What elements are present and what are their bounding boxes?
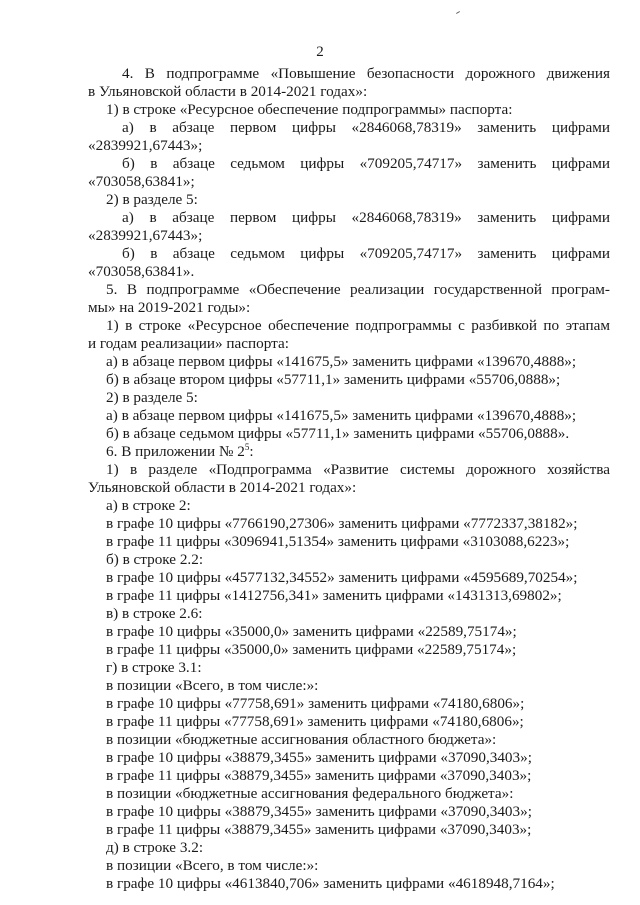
word: в (150, 155, 158, 172)
text-line (106, 497, 191, 515)
text-line (106, 839, 203, 857)
word: строке (138, 317, 182, 334)
text-line (106, 515, 578, 533)
word: 1) (106, 461, 119, 478)
text-line (106, 785, 513, 803)
word: цифры (292, 119, 336, 136)
line-text: в графе 11 цифры «38879,3455» заменить цифрами «37090,3403»; (106, 821, 532, 838)
line-text: 2) в разделе 5: (106, 191, 198, 208)
line-text: мы» на 2019-2021 годы»: (88, 299, 251, 316)
text-line (106, 605, 203, 623)
text-line (106, 587, 562, 605)
word: безопасности (366, 65, 455, 82)
text-line (106, 875, 555, 893)
text-line (106, 821, 531, 839)
line-text: в позиции «Всего, в том числе:»: (106, 857, 319, 874)
word: «Обеспечение (248, 281, 341, 298)
line-tail: : (249, 443, 254, 460)
text-line (106, 407, 576, 425)
word: подпрограмме (166, 65, 260, 82)
page-number: 2 (316, 44, 324, 60)
line-text: б) в абзаце втором цифры «57711,1» заменить цифрами «55706,0888»; (106, 371, 561, 388)
line-text: в графе 10 цифры «4613840,706» заменить цифрами «4618948,7164»; (106, 875, 555, 892)
word: в (125, 317, 133, 334)
superscript: 5 (244, 441, 250, 452)
line-text: в графе 11 цифры «35000,0» заменить цифрами «22589,75174»; (106, 641, 517, 658)
word: «Повышение (270, 65, 356, 82)
text-line (122, 209, 610, 227)
line-text: «2839921,67443»; (88, 137, 203, 154)
word: обеспечение (268, 317, 349, 334)
text-line (106, 281, 610, 299)
text-line (88, 137, 202, 155)
word: по (543, 317, 560, 334)
word: седьмом (230, 245, 285, 262)
word: цифры (292, 209, 336, 226)
word: первом (229, 209, 277, 226)
word: 1) (106, 317, 119, 334)
word: первом (229, 119, 277, 136)
text-line (88, 299, 250, 317)
text-line (106, 533, 569, 551)
text-line (88, 479, 356, 497)
word: разделе (148, 461, 198, 478)
text-line (88, 173, 195, 191)
text-line (88, 227, 202, 245)
text-line (106, 749, 532, 767)
text-line (106, 317, 610, 335)
word: в (149, 119, 157, 136)
word: «Подпрограмма (208, 461, 312, 478)
word: а) (122, 119, 134, 136)
word: седьмом (230, 155, 285, 172)
text-line (106, 443, 254, 461)
word: б) (122, 245, 135, 262)
word: абзаце (172, 155, 215, 172)
text-line (122, 119, 610, 137)
word: цифрами (551, 119, 610, 136)
word: б) (122, 155, 135, 172)
text-line (106, 371, 560, 389)
line-text: а) в абзаце первом цифры «141675,5» заменить цифрами «139670,4888»; (106, 407, 577, 424)
word: подпрограммы (355, 317, 452, 334)
text-line (106, 641, 516, 659)
word: дорожного (465, 65, 536, 82)
line-text: в позиции «Всего, в том числе:»: (106, 677, 319, 694)
line-text: «703058,63841»; (88, 173, 195, 190)
text-line (122, 245, 610, 263)
word: абзаце (172, 209, 215, 226)
text-line (106, 551, 203, 569)
text-line (106, 695, 524, 713)
text-line (106, 623, 517, 641)
word: 5. (106, 281, 118, 298)
word: програм- (551, 281, 610, 298)
line-text: в графе 10 цифры «38879,3455» заменить цифрами «37090,3403»; (106, 803, 532, 820)
line-text: в) в строке 2.6: (106, 605, 203, 622)
text-line (122, 65, 610, 83)
word: реализации (350, 281, 425, 298)
word: цифрами (551, 209, 610, 226)
line-text: в графе 10 цифры «4577132,34552» заменить цифрами «4595689,70254»; (106, 569, 578, 586)
line-text: Ульяновской области в 2014-2021 годах»: (88, 479, 357, 496)
word: цифрами (551, 245, 610, 262)
line-text: «703058,63841». (88, 263, 195, 280)
word: заменить (477, 155, 537, 172)
word: В (144, 65, 155, 82)
word: цифрами (551, 155, 610, 172)
text-line (88, 335, 289, 353)
line-text: г) в строке 3.1: (106, 659, 202, 676)
word: системы (399, 461, 455, 478)
line-text: 2) в разделе 5: (106, 389, 198, 406)
line-text: в графе 10 цифры «35000,0» заменить цифрами «22589,75174»; (106, 623, 517, 640)
word: абзаце (172, 119, 215, 136)
text-line (106, 659, 202, 677)
text-line (106, 731, 496, 749)
text-line (88, 83, 367, 101)
word: абзаце (172, 245, 215, 262)
text-line (88, 263, 194, 281)
word: «Развитие (323, 461, 389, 478)
word: заменить (477, 245, 537, 262)
text-line (106, 767, 531, 785)
word: «709205,74717» (359, 245, 463, 262)
line-text: 1) в строке «Ресурсное обеспечение подпрограммы» паспорта: (106, 101, 513, 118)
line-text: в позиции «бюджетные ассигнования федерального бюджета»: (106, 785, 514, 802)
line-text: в графе 11 цифры «3096941,51354» заменить цифрами «3103088,6223»; (106, 533, 570, 550)
word: «2846068,78319» (351, 209, 462, 226)
word: «709205,74717» (359, 155, 463, 172)
line-text: в графе 11 цифры «38879,3455» заменить цифрами «37090,3403»; (106, 767, 532, 784)
word: «2846068,78319» (351, 119, 462, 136)
word: цифры (300, 155, 345, 172)
line-text: б) в строке 2.2: (106, 551, 204, 568)
word: дорожного (466, 461, 536, 478)
line-text: 6. В приложении № 2 (106, 443, 245, 460)
line-text: и годам реализации» паспорта: (88, 335, 289, 352)
word: этапам (565, 317, 610, 334)
word: с (458, 317, 465, 334)
text-line (106, 425, 569, 443)
word: 4. (122, 65, 134, 82)
line-text: в графе 11 цифры «1412756,341» заменить цифрами «1431313,69802»; (106, 587, 562, 604)
text-line (106, 389, 198, 407)
line-text: в графе 10 цифры «38879,3455» заменить цифрами «37090,3403»; (106, 749, 532, 766)
line-text: в позиции «бюджетные ассигнования областного бюджета»: (106, 731, 497, 748)
line-text: в Ульяновской области в 2014-2021 годах»: (88, 83, 368, 100)
text-line (106, 857, 318, 875)
word: «Ресурсное (187, 317, 262, 334)
text-line (106, 191, 198, 209)
word: в (149, 209, 157, 226)
text-line (106, 677, 318, 695)
word: движения (546, 65, 610, 82)
line-text: в графе 10 цифры «7766190,27306» заменить цифрами «7772337,38182»; (106, 515, 578, 532)
text-line (106, 461, 610, 479)
text-line (106, 353, 576, 371)
word: в (129, 461, 138, 478)
word: цифры (300, 245, 345, 262)
line-text: в графе 10 цифры «77758,691» заменить цифрами «74180,6806»; (106, 695, 525, 712)
text-line (122, 155, 610, 173)
text-line (106, 101, 512, 119)
line-text: д) в строке 3.2: (106, 839, 204, 856)
word: В (126, 281, 137, 298)
word: хозяйства (547, 461, 610, 478)
line-text: а) в строке 2: (106, 497, 191, 514)
word: а) (122, 209, 134, 226)
word: подпрограмме (146, 281, 240, 298)
line-text: а) в абзаце первом цифры «141675,5» заменить цифрами «139670,4888»; (106, 353, 577, 370)
word: государственной (433, 281, 542, 298)
word: заменить (477, 209, 537, 226)
text-line (106, 803, 532, 821)
line-text: б) в абзаце седьмом цифры «57711,1» заменить цифрами «55706,0888». (106, 425, 570, 442)
word: заменить (477, 119, 537, 136)
line-text: в графе 11 цифры «77758,691» заменить цифрами «74180,6806»; (106, 713, 524, 730)
text-line (106, 569, 578, 587)
word: разбивкой (471, 317, 537, 334)
text-line (106, 713, 524, 731)
scan-speck (456, 11, 460, 14)
word: в (150, 245, 158, 262)
line-text: «2839921,67443»; (88, 227, 203, 244)
